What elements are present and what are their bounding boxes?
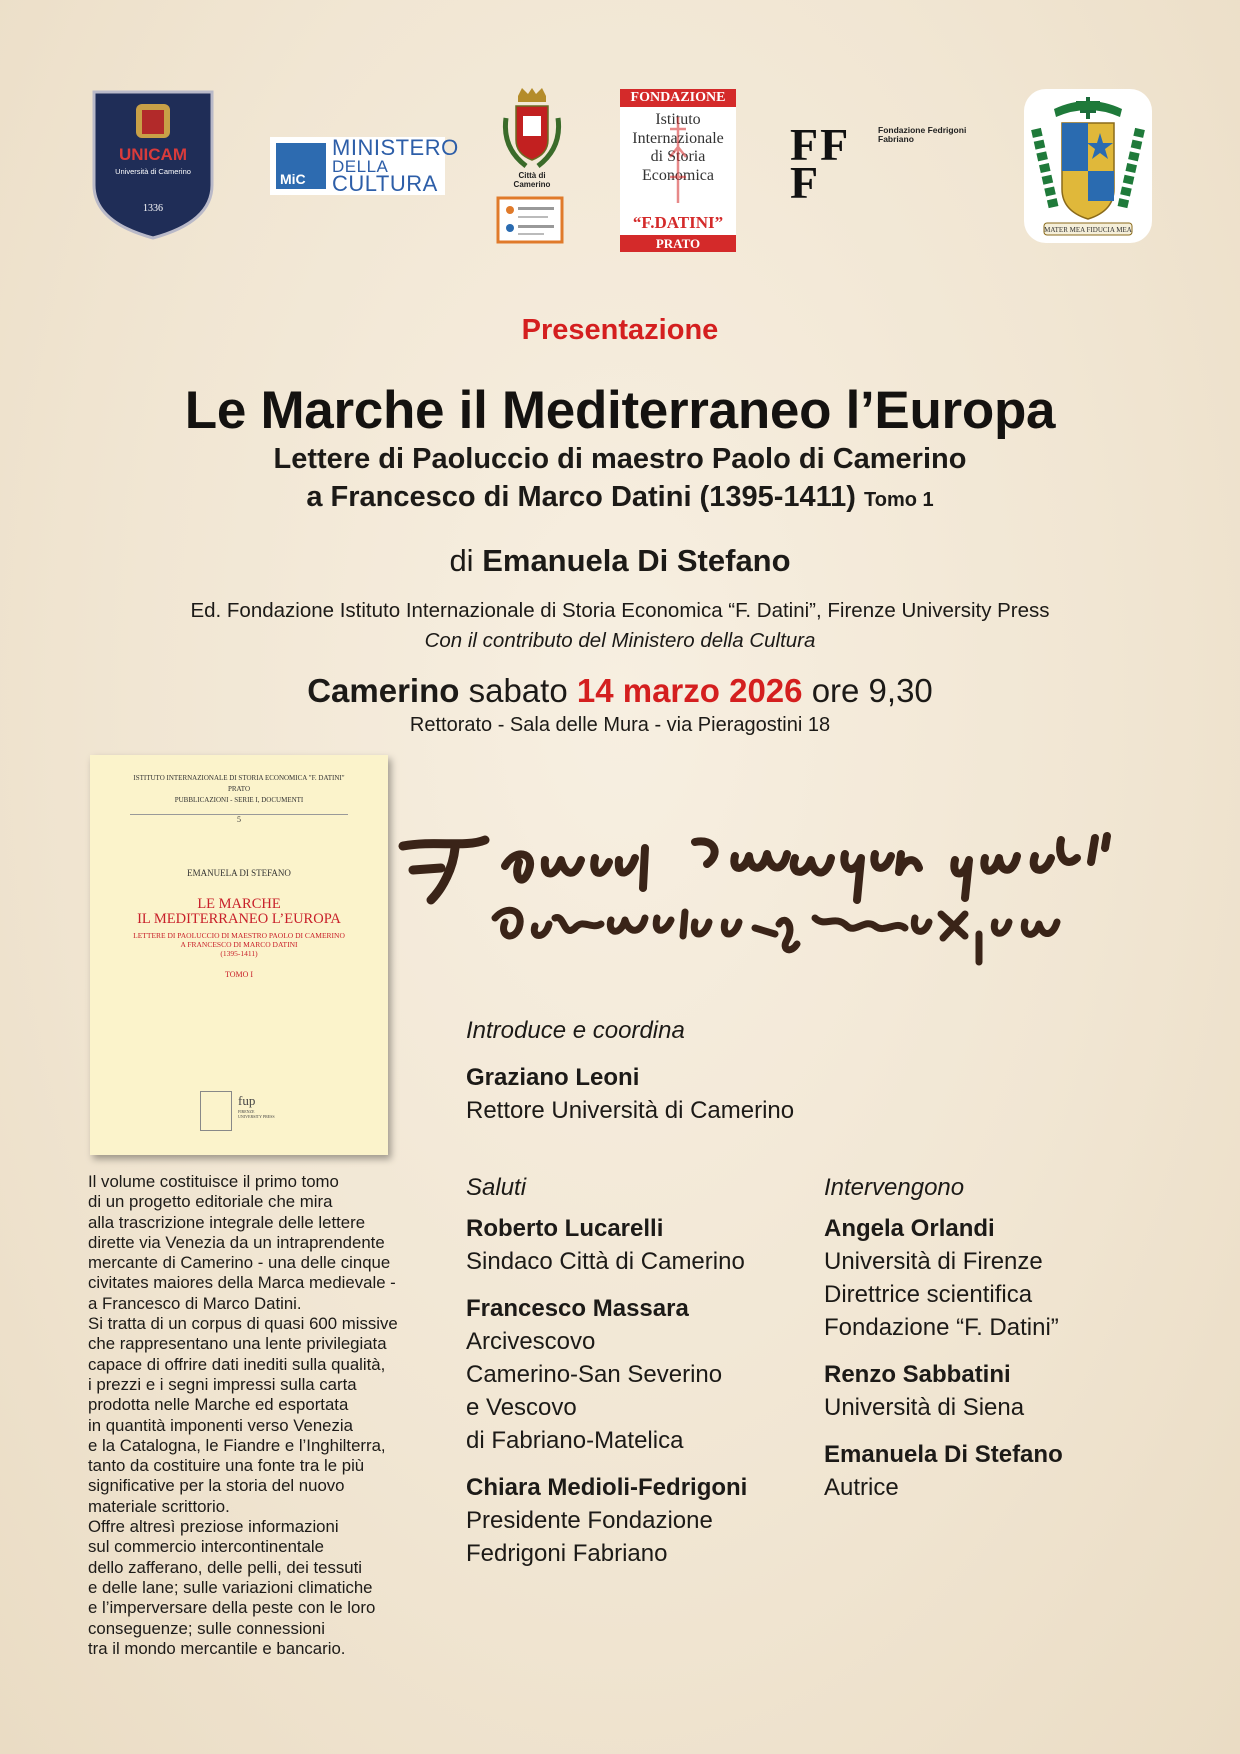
ministero-cultura-logo bbox=[270, 135, 459, 196]
description-line: mercante di Camerino - una delle cinque bbox=[88, 1253, 391, 1273]
cover-number: 5 bbox=[237, 815, 241, 824]
description-line: di un progetto editoriale che mira bbox=[88, 1192, 333, 1212]
saluti-person-2-role-4: di Fabriano-Matelica bbox=[466, 1427, 684, 1454]
unicam-year: 1336 bbox=[143, 203, 163, 214]
description-line: e delle lane; sulle variazioni climatiche bbox=[88, 1577, 373, 1597]
description-line: prodotta nelle Marche ed esportata bbox=[88, 1395, 349, 1415]
intervengono-label: Intervengono bbox=[824, 1174, 965, 1201]
cover-fup-name: FIRENZE UNIVERSITY PRESS bbox=[238, 1109, 275, 1119]
event-venue: Rettorato - Sala delle Mura - via Pieragostini 18 bbox=[409, 714, 831, 736]
cover-title2: IL MEDITERRANEO L’EUROPA bbox=[137, 911, 341, 927]
description-line: dello zafferano, delle pelli, dei tessuti bbox=[88, 1557, 362, 1577]
cover-sub3: (1395-1411) bbox=[220, 949, 258, 958]
author-line bbox=[0, 543, 1240, 579]
interv-person-2-role-1: Università di Siena bbox=[824, 1394, 1025, 1421]
saluti-label: Saluti bbox=[466, 1174, 527, 1201]
fff-text bbox=[878, 126, 966, 144]
description-line: materiale scrittorio. bbox=[88, 1496, 230, 1516]
cover-title1: LE MARCHE bbox=[197, 896, 281, 912]
event-time: ore 9,30 bbox=[811, 672, 933, 709]
event-weekday: sabato bbox=[468, 672, 568, 709]
description-line: sul commercio intercontinentale bbox=[88, 1537, 324, 1557]
cover-series: PUBBLICAZIONI - SERIE I, DOCUMENTI bbox=[174, 796, 304, 804]
subtitle-tomo: Tomo 1 bbox=[864, 489, 934, 511]
fff-line1: Fondazione Fedrigoni bbox=[878, 125, 967, 135]
cover-author: EMANUELA DI STEFANO bbox=[187, 868, 291, 878]
unicam-line: Università di Camerino bbox=[115, 167, 191, 176]
mic-text bbox=[332, 135, 459, 196]
description-line: che rappresentano una lente privilegiata bbox=[88, 1334, 387, 1354]
interv-person-3-name: Emanuela Di Stefano bbox=[824, 1441, 1063, 1468]
interv-person-1-role-3: Fondazione “F. Datini” bbox=[824, 1314, 1059, 1341]
book-cover bbox=[90, 755, 388, 1155]
datini-top: FONDAZIONE bbox=[620, 89, 736, 107]
cover-institute: ISTITUTO INTERNAZIONALE DI STORIA ECONOMICA "F. DATINI" bbox=[133, 774, 345, 782]
citta-line1: Città di bbox=[518, 171, 546, 180]
intro-label: Introduce e coordina bbox=[466, 1017, 685, 1044]
datini-line-2: Internazionale bbox=[632, 129, 724, 147]
description-line: capace di offrire dati inediti sulla qualità, bbox=[88, 1354, 386, 1374]
interv-person-1-role-2: Direttrice scientifica bbox=[824, 1281, 1033, 1308]
subtitle-line2-text: a Francesco di Marco Datini (1395-1411) bbox=[306, 481, 856, 513]
fff-mark-2: F bbox=[790, 157, 821, 208]
event-when bbox=[0, 672, 1240, 710]
event-city: Camerino bbox=[307, 672, 460, 709]
fff-mark bbox=[790, 119, 851, 208]
section-saluti bbox=[466, 1171, 747, 1570]
datini-line-3: di Storia bbox=[650, 148, 706, 165]
description-line: tanto da costituire una fonte tra le più bbox=[88, 1456, 365, 1476]
section-intervengono bbox=[824, 1171, 1063, 1504]
intro-name: Graziano Leoni bbox=[466, 1064, 640, 1091]
description-line: in quantità imponenti verso Venezia bbox=[88, 1415, 353, 1435]
description-line: significative per la storia del nuovo bbox=[88, 1476, 345, 1496]
cover-sub1: LETTERE DI PAOLUCCIO DI MAESTRO PAOLO DI CAMERINO bbox=[133, 931, 345, 940]
citta-line2: Camerino bbox=[513, 180, 551, 189]
author-name: Emanuela Di Stefano bbox=[482, 543, 791, 578]
subtitle-line2 bbox=[0, 481, 1240, 514]
cover-city: PRATO bbox=[227, 785, 251, 793]
event-date: 14 marzo 2026 bbox=[576, 672, 803, 709]
description-line: e la Catalogna, le Fiandre e l’Inghilterra, bbox=[88, 1435, 386, 1455]
mic-line3: CULTURA bbox=[332, 171, 438, 196]
description-line: civitates maiores della Marca medievale - bbox=[88, 1273, 396, 1293]
saluti-person-2-role-3: e Vescovo bbox=[466, 1394, 577, 1421]
saluti-person-2-role-2: Camerino-San Severino bbox=[466, 1361, 723, 1388]
description-line: Offre altresì preziose informazioni bbox=[88, 1517, 339, 1537]
saluti-person-2-role-1: Arcivescovo bbox=[466, 1328, 596, 1355]
author-prefix: di bbox=[449, 543, 474, 578]
mic-line1: MINISTERO bbox=[332, 135, 459, 160]
description-line: conseguenze; sulle connessioni bbox=[88, 1618, 325, 1638]
contribution-line: Con il contributo del Ministero della Cultura bbox=[424, 629, 816, 652]
saluti-person-2-name: Francesco Massara bbox=[466, 1295, 689, 1322]
cover-sub2: A FRANCESCO DI MARCO DATINI bbox=[180, 940, 298, 949]
kicker-presentazione: Presentazione bbox=[521, 314, 719, 346]
cover-fup: fup bbox=[238, 1093, 256, 1108]
unicam-name: UNICAM bbox=[119, 145, 187, 164]
cover-fup-mark bbox=[238, 1093, 278, 1119]
cover-tomo: TOMO I bbox=[224, 970, 254, 979]
datini-line-1: Istituto bbox=[655, 111, 701, 128]
cover-subtitle bbox=[90, 931, 388, 958]
description-line: Il volume costituisce il primo tomo bbox=[88, 1172, 339, 1191]
datini-line-4: Economica bbox=[642, 166, 714, 184]
unicam-logo bbox=[92, 90, 214, 240]
interv-person-2-name: Renzo Sabbatini bbox=[824, 1361, 1011, 1388]
publisher-line: Ed. Fondazione Istituto Internazionale di Storia Economica “F. Datini”, Firenze University Press bbox=[190, 599, 1050, 622]
handwritten-signature bbox=[395, 818, 1187, 968]
saluti-person-1-role: Sindaco Città di Camerino bbox=[466, 1248, 745, 1275]
mic-square bbox=[276, 143, 326, 189]
book-description bbox=[88, 1172, 448, 1659]
arms-motto: MATER MEA FIDUCIA MEA bbox=[1044, 226, 1132, 234]
citta-camerino-logo bbox=[496, 88, 568, 244]
description-line: dirette via Venezia da un intraprendente bbox=[88, 1232, 385, 1252]
description-line: a Francesco di Marco Datini. bbox=[88, 1293, 302, 1313]
cover-title bbox=[90, 897, 388, 927]
datini-city: PRATO bbox=[620, 235, 736, 252]
cover-datini-mark bbox=[200, 1091, 232, 1131]
datini-quote: “F.DATINI” bbox=[632, 213, 724, 232]
subtitle-line1: Lettere di Paoluccio di maestro Paolo di Camerino bbox=[273, 443, 967, 475]
cover-header bbox=[90, 773, 388, 806]
description-line: alla trascrizione integrale delle lettere bbox=[88, 1212, 366, 1232]
interv-person-1-role-1: Università di Firenze bbox=[824, 1248, 1043, 1275]
mic-line2: DELLA bbox=[332, 157, 389, 176]
description-line: e l’imperversare della peste con le loro bbox=[88, 1598, 376, 1618]
description-line: Si tratta di un corpus di quasi 600 missive bbox=[88, 1314, 398, 1334]
section-intro bbox=[466, 1014, 794, 1127]
description-line: tra il mondo mercantile e bancario. bbox=[88, 1638, 346, 1658]
saluti-person-3-name: Chiara Medioli-Fedrigoni bbox=[466, 1474, 748, 1501]
mic-mark: MiC bbox=[280, 171, 306, 187]
intro-role: Rettore Università di Camerino bbox=[466, 1097, 795, 1124]
saluti-person-1-name: Roberto Lucarelli bbox=[466, 1215, 664, 1242]
fff-line2: Fabriano bbox=[878, 134, 914, 144]
interv-person-1-name: Angela Orlandi bbox=[824, 1215, 995, 1242]
saluti-person-3-role-2: Fedrigoni Fabriano bbox=[466, 1540, 668, 1567]
fff-mark-1: FF bbox=[790, 119, 851, 170]
event-title: Le Marche il Mediterraneo l’Europa bbox=[184, 381, 1056, 440]
fondazione-fedrigoni-logo bbox=[790, 119, 980, 208]
interv-person-3-role-1: Autrice bbox=[824, 1474, 899, 1501]
fondazione-datini-logo bbox=[620, 89, 736, 251]
description-line: i prezzi e i segni impressi sulla carta bbox=[88, 1374, 357, 1394]
saluti-person-3-role-1: Presidente Fondazione bbox=[466, 1507, 713, 1534]
datini-middle bbox=[620, 107, 736, 213]
archdiocese-coat-of-arms bbox=[1024, 89, 1152, 243]
